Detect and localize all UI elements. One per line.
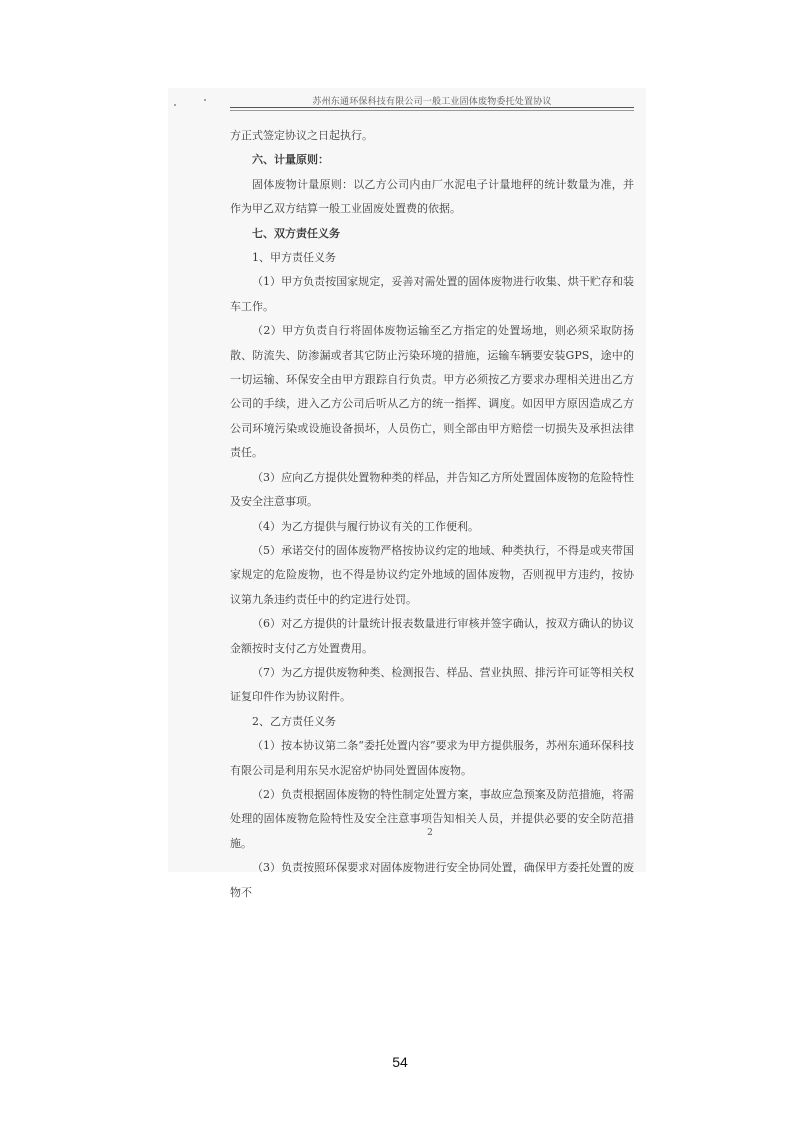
paragraph: （6）对乙方提供的计量统计报表数量进行审核并签字确认，按双方确认的协议金额按时支付乙方处置费用。 xyxy=(230,617,634,655)
document-body xyxy=(230,124,634,905)
paragraph: （5）承诺交付的固体废物严格按协议约定的地域、种类执行，不得是或夹带国家规定的危险废物，也不得是协议约定外地域的固体废物，否则视甲方违约，按协议第九条违约责任中的约定进行处罚。 xyxy=(230,543,634,606)
paragraph: （3）负责按照环保要求对固体废物进行安全协同处置，确保甲方委托处置的废物不 xyxy=(230,861,634,899)
paragraph: 1、甲方责任义务 xyxy=(252,251,336,265)
paragraph: （4）为乙方提供与履行协议有关的工作便利。 xyxy=(252,519,479,533)
paragraph: （2）负责根据固体废物的特性制定处置方案，事故应急预案及防范措施，将需处理的固体废物危险特性及安全注意事项告知相关人员，并提供必要的安全防范措施。 xyxy=(230,787,634,850)
paragraph: 方正式签定协议之日起执行。 xyxy=(230,129,373,142)
scan-speck xyxy=(174,104,176,106)
header-rule-thin xyxy=(230,110,634,111)
paragraph: （3）应向乙方提供处置物种类的样品，并告知乙方所处置固体废物的危险特性及安全注意事项。 xyxy=(230,470,634,509)
paragraph: （7）为乙方提供废物种类、检测报告、样品、营业执照、排污许可证等相关权证复印件作为协议附件。 xyxy=(230,665,634,704)
paragraph: （1）按本协议第二条“委托处置内容”要求为甲方提供服务，苏州东通环保科技有限公司是利用东吴水泥窑炉协同处置固体废物。 xyxy=(230,739,634,777)
document-header: 苏州东通环保科技有限公司一般工业固体废物委托处置协议 xyxy=(312,97,552,107)
paragraph: （1）甲方负责按国家规定，妥善对需处置的固体废物进行收集、烘干贮存和装车工作。 xyxy=(230,275,634,313)
paragraph: 固体废物计量原则：以乙方公司内由厂水泥电子计量地秤的统计数量为准，并作为甲乙双方结算一般工业固废处置费的依据。 xyxy=(230,177,634,216)
page-number: 54 xyxy=(392,1054,408,1070)
scan-speck xyxy=(204,99,206,101)
section-heading: 六、计量原则： xyxy=(252,153,329,167)
paragraph: 2、乙方责任义务 xyxy=(252,714,336,728)
section-heading: 七、双方责任义务 xyxy=(252,226,340,240)
paragraph: （2）甲方负责自行将固体废物运输至乙方指定的处置场地，则必须采取防扬散、防流失、防渗漏或者其它防止污染环境的措施，运输车辆要安装GPS，途中的一切运输、环保安全由甲方跟踪自行负责。甲方必须按乙方要求办理相关进出乙方公司的手续，进入乙方公司后听从乙方的统一指挥、调度。如因甲方原因造成乙方公司环境污染或设施设备损坏，人员伤亡，则全部由甲方赔偿一切损失及承担法律责任。 xyxy=(230,324,634,460)
header-rule xyxy=(230,107,634,108)
scanned-page-number: 2 xyxy=(427,828,433,838)
